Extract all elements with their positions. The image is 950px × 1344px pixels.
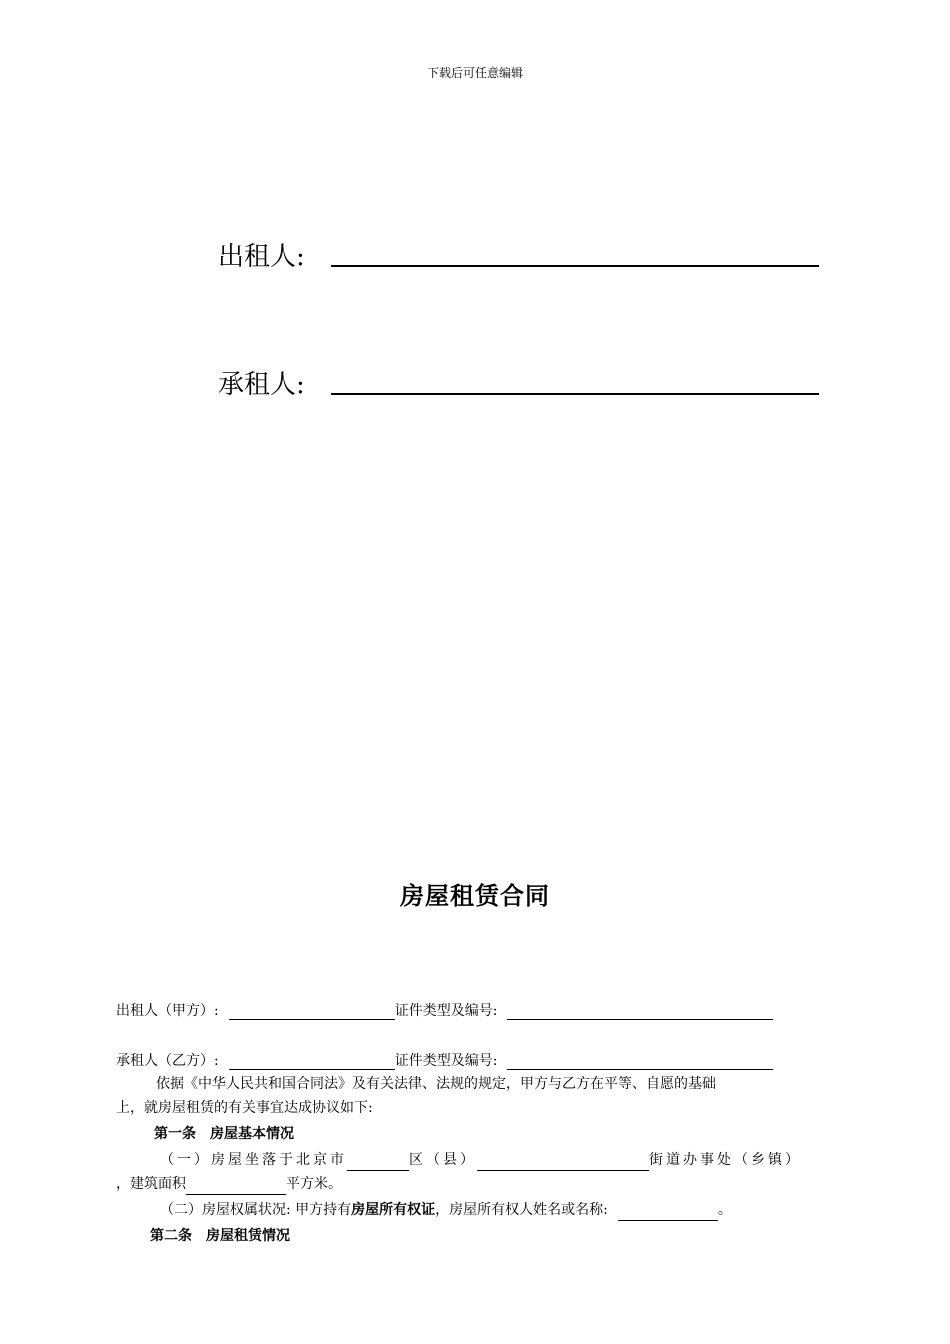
contract-title: 房屋租赁合同 xyxy=(400,881,550,910)
lessor-label: 出租人: xyxy=(218,242,305,272)
party-a-id-label: 证件类型及编号: xyxy=(394,1003,498,1019)
download-note: 下载后可任意编辑 xyxy=(426,66,523,80)
party-b-row xyxy=(116,1050,773,1070)
clause-2-text-2: ，房屋所有权人姓名或名称: xyxy=(435,1202,608,1218)
clause-1-line-2 xyxy=(116,1173,342,1195)
party-a-name-field[interactable] xyxy=(229,1005,395,1020)
party-a-row xyxy=(116,1000,773,1020)
street-field[interactable] xyxy=(477,1156,649,1171)
party-b-id-label: 证件类型及编号: xyxy=(394,1053,498,1069)
party-a-id-field[interactable] xyxy=(507,1005,773,1020)
clause-1-street-text: 街道办事处（乡镇） xyxy=(649,1152,802,1168)
clause-2-end: 。 xyxy=(717,1202,732,1218)
clause-1-area-text: ，建筑面积 xyxy=(116,1176,186,1192)
owner-name-field[interactable] xyxy=(618,1206,718,1221)
article-2-title: 第二条 房屋租赁情况 xyxy=(150,1228,290,1244)
clause-2-line xyxy=(160,1199,732,1221)
clause-1-unit-text: 平方米。 xyxy=(286,1176,342,1192)
clause-1-line-1 xyxy=(160,1149,802,1171)
article-1-title: 第一条 房屋基本情况 xyxy=(154,1126,294,1142)
party-b-label: 承租人（乙方）: xyxy=(116,1053,219,1069)
party-b-id-field[interactable] xyxy=(507,1055,773,1070)
clause-1-location-text: （一）房屋坐落于北京市 xyxy=(160,1152,347,1168)
area-field[interactable] xyxy=(186,1180,286,1195)
lessee-signature-line[interactable] xyxy=(331,393,819,395)
party-b-name-field[interactable] xyxy=(229,1055,395,1070)
clause-2-text-1: （二）房屋权属状况: 甲方持有 xyxy=(160,1202,352,1218)
intro-line-1: 依据《中华人民共和国合同法》及有关法律、法规的规定，甲方与乙方在平等、自愿的基础 xyxy=(156,1076,716,1092)
intro-line-2: 上，就房屋租赁的有关事宜达成协议如下: xyxy=(116,1100,373,1116)
lessee-label: 承租人: xyxy=(218,370,305,400)
clause-2-bold-text: 房屋所有权证 xyxy=(351,1202,436,1218)
district-field[interactable] xyxy=(347,1156,409,1171)
clause-1-district-text: 区（县） xyxy=(409,1152,477,1168)
lessor-signature-line[interactable] xyxy=(331,265,819,267)
party-a-label: 出租人（甲方）: xyxy=(116,1003,219,1019)
